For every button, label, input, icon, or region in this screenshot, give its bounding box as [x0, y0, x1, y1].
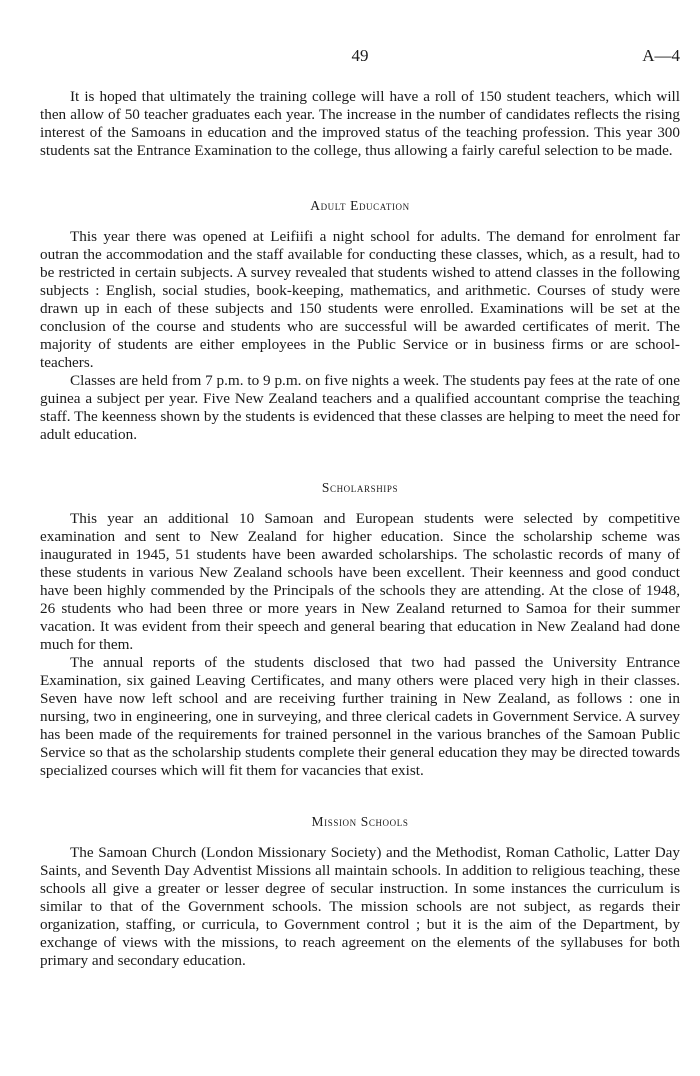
scholarships-paragraph-2: The annual reports of the students disclosed that two had passed the University Entrance Examination, six gained Leaving Certificates, and many others were placed very high in their classes. Seven have now left school and are receiving further training in New Zealand, as follows : one in nursing, two in engineering, one in surveying, and three clerical cadets in Government Service. A survey has been made of the requirements for trained personnel in the various branches of the Samoan Public Service so that as the scholarship students complete their general education they may be directed towards specialized courses which will fit them for vacancies that exist. — [40, 654, 680, 779]
section-heading-scholarships: Scholarships — [321, 480, 399, 495]
page-header — [40, 40, 680, 70]
section-heading-adult-education: Adult Education — [310, 198, 410, 213]
adult-education-paragraph-1: This year there was opened at Leifiifi a night school for adults. The demand for enrolment far outran the accommodation and the staff available for conducting these classes, which, as a result, had to be restricted in certain subjects. A survey revealed that students wished to attend classes in the following subjects : English, social studies, book-keeping, mathematics, and arithmetic. Courses of study were drawn up in each of these subjects and 150 students were enrolled. Examinations will be set at the conclusion of the course and students who are successful will be awarded certificates of merit. The majority of students are either employees in the Public Service or in business firms or are school-teachers. — [40, 228, 680, 371]
section-heading-mission-schools: Mission Schools — [311, 814, 409, 829]
page-reference: A—4 — [642, 46, 680, 65]
document-page — [40, 40, 680, 970]
intro-paragraph: It is hoped that ultimately the training college will have a roll of 150 student teachers, which will then allow of 50 teacher graduates each year. The increase in the number of candidates reflects the rising interest of the Samoans in education and the improved status of the teaching profession. This year 300 students sat the Entrance Examination to the college, thus allowing a fairly careful selection to be made. — [40, 88, 680, 159]
page-number: 49 — [351, 46, 369, 65]
mission-schools-paragraph-1: The Samoan Church (London Missionary Society) and the Methodist, Roman Catholic, Latter Day Saints, and Seventh Day Adventist Missions all maintain schools. In addition to religious teaching, these schools all give a greater or lesser degree of secular instruction. In some instances the curriculum is similar to that of the Government schools. The mission schools are not subject, as regards their organization, staffing, or curricula, to Government control ; but it is the aim of the Department, by exchange of views with the missions, to reach agreement on the elements of the syllabuses for both primary and secondary education. — [40, 844, 680, 969]
adult-education-paragraph-2: Classes are held from 7 p.m. to 9 p.m. on five nights a week. The students pay fees at the rate of one guinea a subject per year. Five New Zealand teachers and a qualified accountant comprise the teaching staff. The keenness shown by the students is evidenced that these classes are helping to meet the need for adult education. — [40, 372, 680, 443]
scholarships-paragraph-1: This year an additional 10 Samoan and European students were selected by competitive examination and sent to New Zealand for higher education. Since the scholarship scheme was inaugurated in 1945, 51 students have been awarded scholarships. The scholastic records of many of these students in various New Zealand schools have been excellent. Their keenness and good conduct have been highly commended by the Principals of the schools they are attending. At the close of 1948, 26 students who had been three or more years in New Zealand returned to Samoa for their summer vacation. It was evident from their speech and general bearing that education in New Zealand had done much for them. — [40, 510, 680, 653]
